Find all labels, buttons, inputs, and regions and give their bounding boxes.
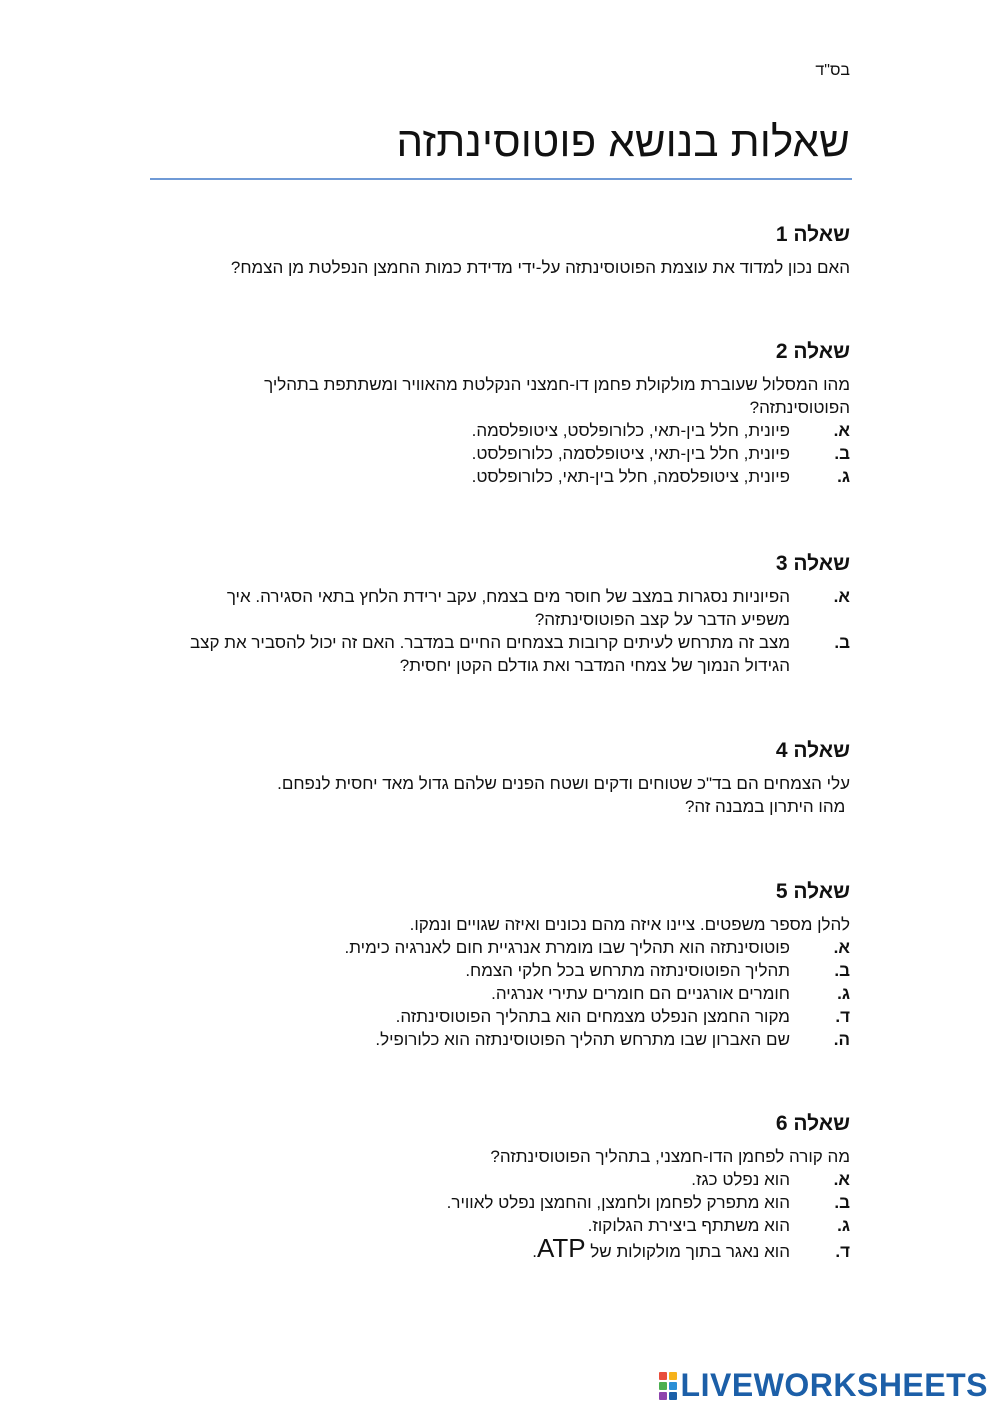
title-underline bbox=[150, 178, 852, 180]
option-text: מקור החמצן הנפלט מצמחים הוא בתהליך הפוטוסינתזה. bbox=[395, 1007, 790, 1026]
question-text-line-2: מהו היתרון במבנה זה? bbox=[684, 797, 850, 816]
atp-term: ATP bbox=[536, 1233, 586, 1263]
option-letter: ה. bbox=[833, 1030, 850, 1049]
page-title: שאלות בנושא פוטוסינתזה bbox=[396, 118, 850, 165]
option bbox=[150, 1214, 850, 1237]
question-heading: שאלה 1 bbox=[775, 223, 850, 246]
option-text bbox=[150, 1233, 790, 1263]
option-text: תהליך הפוטוסינתזה מתרחש בכל חלקי הצמח. bbox=[465, 961, 790, 980]
option-letter: ד. bbox=[835, 1242, 850, 1261]
option bbox=[150, 936, 850, 959]
logo-wordmark: LIVEWORKSHEETS bbox=[680, 1367, 988, 1403]
option-text-before: הוא נאגר בתוך מולקולות של bbox=[585, 1242, 790, 1261]
option-letter: ב. bbox=[834, 1193, 850, 1212]
option bbox=[150, 1005, 850, 1028]
options-list bbox=[150, 936, 850, 1051]
question-heading: שאלה 2 bbox=[775, 340, 850, 363]
option bbox=[150, 465, 850, 488]
option-letter: א. bbox=[833, 1170, 850, 1189]
question-text-line-1: עלי הצמחים הם בד"כ שטוחים ודקים ושטח הפנים שלהם גדול מאד יחסית לנפחם. bbox=[277, 774, 850, 793]
option-text: הפיוניות נסגרות במצב של חוסר מים בצמח, עקב ירידת הלחץ בתאי הסגירה. איך משפיע הדבר על קצב הפוטוסינתזה? bbox=[226, 587, 790, 629]
option-letter: א. bbox=[833, 587, 850, 606]
option bbox=[150, 1028, 850, 1051]
question-heading: שאלה 5 bbox=[775, 880, 850, 903]
option-letter: ג. bbox=[837, 1216, 850, 1235]
option-text: הוא נפלט כגז. bbox=[691, 1170, 790, 1189]
option-letter: ד. bbox=[835, 1007, 850, 1026]
header-mark: בס"ד bbox=[815, 62, 850, 79]
options-list bbox=[150, 1168, 850, 1263]
question-6 bbox=[150, 1111, 850, 1263]
option bbox=[150, 1168, 850, 1191]
question-1 bbox=[150, 222, 850, 279]
option-letter: א. bbox=[833, 938, 850, 957]
option bbox=[150, 959, 850, 982]
liveworksheets-logo bbox=[659, 1367, 988, 1404]
question-text: מהו המסלול שעוברת מולקולת פחמן דו-חמצני הנקלטת מהאוויר ומשתתפת בתהליך הפוטוסינתזה? bbox=[264, 375, 850, 417]
option-text: מצב זה מתרחש לעיתים קרובות בצמחים החיים במדבר. האם זה יכול להסביר את קצב הגידול הנמוך של צמחי המדבר ואת גודלם הקטן יחסית? bbox=[190, 633, 790, 675]
question-text: מה קורה לפחמן הדו-חמצני, בתהליך הפוטוסינתזה? bbox=[490, 1147, 850, 1166]
question-heading: שאלה 6 bbox=[775, 1112, 850, 1135]
question-2 bbox=[150, 339, 850, 488]
option bbox=[150, 442, 850, 465]
question-heading: שאלה 3 bbox=[775, 552, 850, 575]
option-text: הוא מתפרק לפחמן ולחמצן, והחמצן נפלט לאוויר. bbox=[446, 1193, 790, 1212]
option-text: פיונית, ציטופלסמה, חלל בין-תאי, כלורופלסט. bbox=[471, 467, 790, 486]
option-letter: ג. bbox=[837, 984, 850, 1003]
question-text: האם נכון למדוד את עוצמת הפוטוסינתזה על-ידי מדידת כמות החמצן הנפלטת מן הצמח? bbox=[230, 258, 850, 277]
question-5 bbox=[150, 879, 850, 1051]
option-text: שם האברון שבו מתרחש תהליך הפוטוסינתזה הוא כלורופיל. bbox=[375, 1030, 790, 1049]
option-text: חומרים אורגניים הם חומרים עתירי אנרגיה. bbox=[491, 984, 790, 1003]
option-text: פוטוסינתזה הוא תהליך שבו מומרת אנרגיית חום לאנרגיה כימית. bbox=[344, 938, 790, 957]
logo-mark-icon bbox=[659, 1372, 677, 1400]
option-text: פיונית, חלל בין-תאי, ציטופלסמה, כלורופלסט. bbox=[471, 444, 790, 463]
options-list bbox=[150, 419, 850, 488]
option-letter: ב. bbox=[834, 961, 850, 980]
option-letter: א. bbox=[833, 421, 850, 440]
option bbox=[150, 419, 850, 442]
option-text: פיונית, חלל בין-תאי, כלורופלסט, ציטופלסמה. bbox=[471, 421, 790, 440]
option bbox=[150, 631, 850, 677]
option bbox=[150, 585, 850, 631]
question-heading: שאלה 4 bbox=[775, 739, 850, 762]
option-letter: ב. bbox=[834, 444, 850, 463]
option bbox=[150, 1233, 850, 1263]
question-4 bbox=[150, 738, 850, 818]
option-text-after: . bbox=[532, 1242, 537, 1261]
question-3 bbox=[150, 551, 850, 677]
option-letter: ג. bbox=[837, 467, 850, 486]
option-letter: ב. bbox=[834, 633, 850, 652]
option bbox=[150, 982, 850, 1005]
options-list bbox=[150, 585, 850, 677]
option bbox=[150, 1191, 850, 1214]
option-text: הוא משתתף ביצירת הגלוקוז. bbox=[587, 1216, 790, 1235]
question-text: להלן מספר משפטים. ציינו איזה מהם נכונים ואיזה שגויים ונמקו. bbox=[409, 915, 850, 934]
